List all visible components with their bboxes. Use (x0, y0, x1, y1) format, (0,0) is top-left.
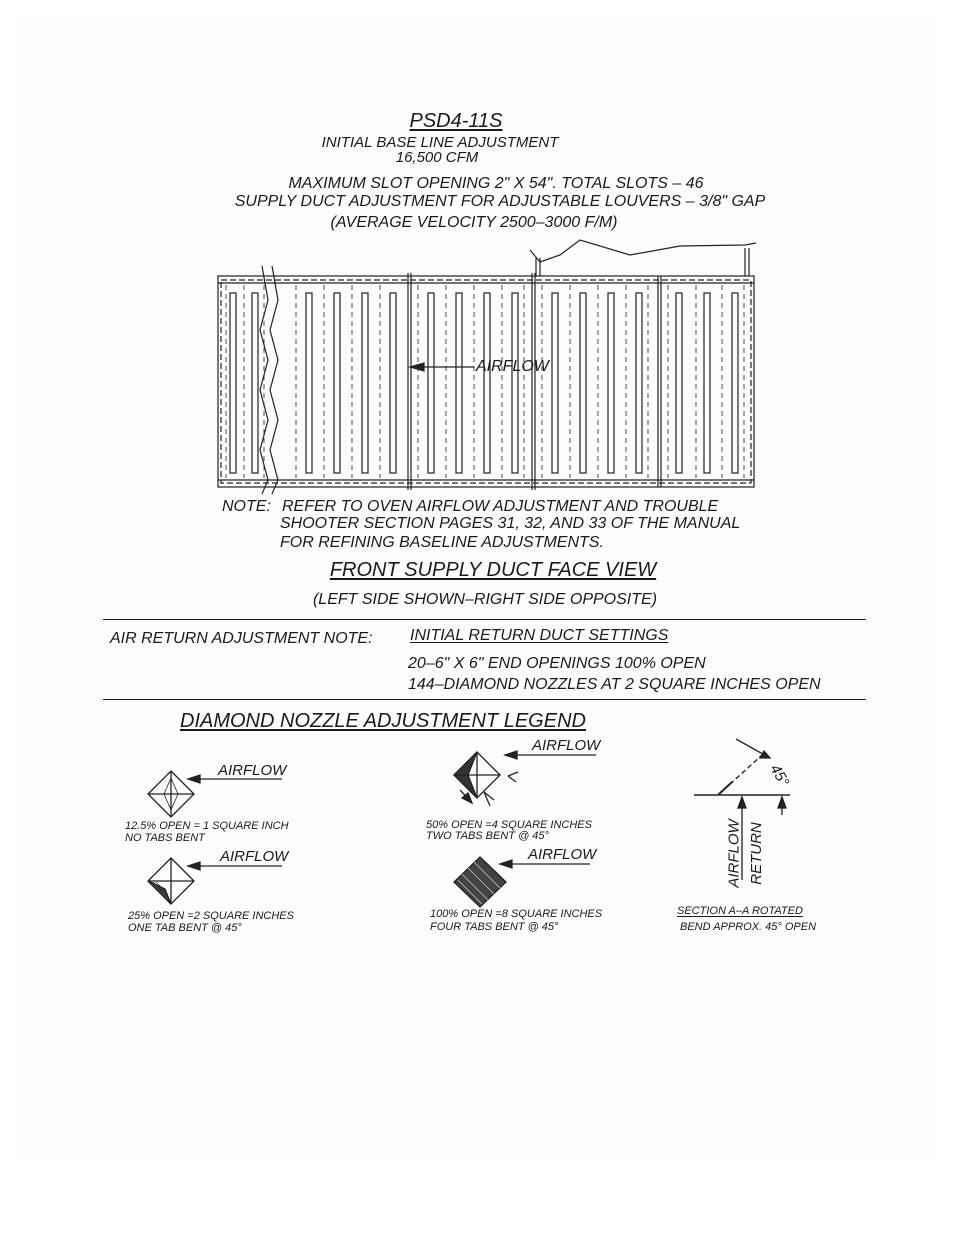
legend-item-2-line-2: ONE TAB BENT @ 45° (128, 922, 242, 934)
cfm-value: 16,500 CFM (395, 149, 479, 166)
louver-slot (608, 293, 614, 473)
note-line-1: REFER TO OVEN AIRFLOW ADJUSTMENT AND TROUBLE (282, 498, 719, 515)
top-break-outline (530, 240, 756, 262)
louver-slot (512, 293, 518, 473)
legend-item-3-line-2: TWO TABS BENT @ 45° (426, 830, 549, 842)
louver-slot (676, 293, 682, 473)
section-return-label: RETURN (747, 822, 765, 885)
return-line-2: 144–DIAMOND NOZZLES AT 2 SQUARE INCHES OPEN (408, 676, 821, 693)
legend-item-2-line-1: 25% OPEN =2 SQUARE INCHES (128, 910, 294, 922)
legend-title: DIAMOND NOZZLE ADJUSTMENT LEGEND (180, 710, 586, 732)
louver-slot (362, 293, 368, 473)
subtitle: INITIAL BASE LINE ADJUSTMENT (321, 134, 559, 151)
louver-slot (428, 293, 434, 473)
duct-inner-frame (221, 280, 751, 483)
legend-item-1-line-1: 12.5% OPEN = 1 SQUARE INCH (125, 820, 289, 832)
louver-slot (484, 293, 490, 473)
return-heading: INITIAL RETURN DUCT SETTINGS (410, 627, 669, 644)
section-angle-label: 45° (766, 761, 793, 790)
airflow-arrow-head (410, 363, 424, 371)
slot-spec: MAXIMUM SLOT OPENING 2" X 54". TOTAL SLOTS – 46 (288, 175, 704, 192)
airflow-arrow-head (188, 775, 200, 783)
louver-slot (552, 293, 558, 473)
louver-slot (636, 293, 642, 473)
diamond-nozzle-100pct (454, 857, 506, 907)
louver-slot (252, 293, 258, 473)
divider-top (103, 619, 866, 620)
legend-airflow-4: AIRFLOW (528, 846, 597, 863)
legend-item-4-line-1: 100% OPEN =8 SQUARE INCHES (430, 908, 603, 920)
velocity-spec: (AVERAGE VELOCITY 2500–3000 F/M) (330, 214, 618, 231)
louver-slot (704, 293, 710, 473)
louver-slot (390, 293, 396, 473)
model-title: PSD4-11S (409, 110, 503, 132)
return-label: AIR RETURN ADJUSTMENT NOTE: (110, 630, 373, 647)
section-airflow-label: AIRFLOW (725, 819, 743, 888)
louver-slot (230, 293, 236, 473)
louver-slot (732, 293, 738, 473)
airflow-arrow-head (500, 860, 512, 868)
duct-airflow-label: AIRFLOW (476, 358, 549, 375)
legend-airflow-2: AIRFLOW (220, 848, 289, 865)
airflow-arrow-head (505, 751, 517, 759)
diamond-nozzle-25pct (148, 858, 194, 904)
diamond-nozzle-12pct (148, 771, 194, 817)
section-title: SECTION A–A ROTATED (677, 905, 803, 917)
louver-slot (580, 293, 586, 473)
section-note: BEND APPROX. 45° OPEN (680, 921, 817, 933)
legend-airflow-1: AIRFLOW (218, 762, 287, 779)
louver-slot (334, 293, 340, 473)
duct-outer-frame (218, 276, 754, 487)
louver-slots (226, 285, 744, 478)
divider-bottom (103, 699, 866, 700)
louver-slot (306, 293, 312, 473)
return-line-1: 20–6" X 6" END OPENINGS 100% OPEN (408, 655, 706, 672)
legend-airflow-3: AIRFLOW (532, 737, 601, 754)
legend-item-1-line-2: NO TABS BENT (125, 832, 205, 844)
louver-spec: SUPPLY DUCT ADJUSTMENT FOR ADJUSTABLE LOUVERS – 3/8" GAP (234, 193, 766, 210)
break-line (270, 266, 278, 494)
airflow-arrow-head (188, 862, 200, 870)
diamond-nozzle-50pct (454, 752, 518, 806)
view-title: FRONT SUPPLY DUCT FACE VIEW (329, 559, 657, 581)
legend-item-3-line-1: 50% OPEN =4 SQUARE INCHES (426, 819, 592, 831)
view-subtitle: (LEFT SIDE SHOWN–RIGHT SIDE OPPOSITE) (312, 591, 658, 608)
note-line-2: SHOOTER SECTION PAGES 31, 32, AND 33 OF THE MANUAL (280, 515, 741, 532)
note-line-3: FOR REFINING BASELINE ADJUSTMENTS. (280, 534, 604, 551)
note-label: NOTE: (222, 498, 271, 515)
louver-slot (456, 293, 462, 473)
legend-item-4-line-2: FOUR TABS BENT @ 45° (430, 921, 559, 933)
